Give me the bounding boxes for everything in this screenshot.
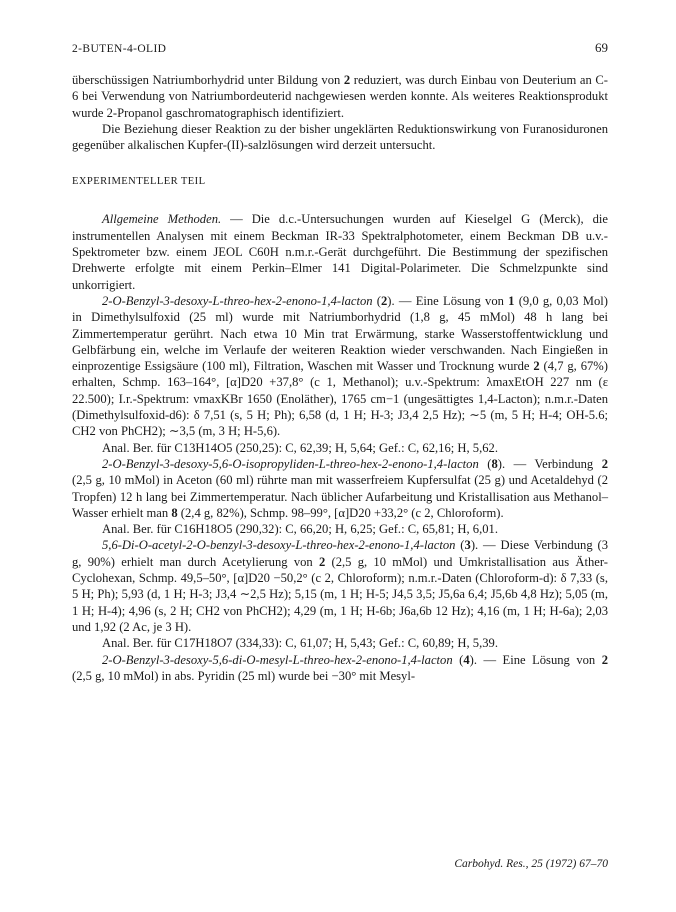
compound-2-ref-c: 2 xyxy=(318,554,326,569)
compound-2-name: 2-O-Benzyl-3-desoxy-L-threo-hex-2-enono-1,4-lacton xyxy=(102,293,373,308)
compound-2-text-a: . — Eine Lösung von xyxy=(391,293,509,308)
compound-2-paragraph: 2-O-Benzyl-3-desoxy-L-threo-hex-2-enono-1,4-lacton (2). — Eine Lösung von 1 (9,0 g, 0,03 Mol) in Dimethylsulfoxid (25 ml) wurde mit Natriumborhydrid (1,8 g, 45 mMol) 48 h lang bei Zimmertemperatur gerührt. Nach etwa 10 Min trat Erwärmung, starke Wasserstoffentwicklung und Gelbfärbung ein, welche im Verlaufe der weiteren Reaktion wieder verschwanden. Nach Eingießen in einprozentige Essigsäure (100 ml), Filtration, Waschen mit Wasser und Trocknung wurde 2 (4,7 g, 67%) erhalten, Schmp. 163–164°, [α]D20 +37,8° (c 1, Methanol); u.v.-Spektrum: λmaxEtOH 227 nm (ε 22.500); I.r.-Spektrum: νmaxKBr 1650 (Enoläther), 1765 cm−1 (ungesättigtes 1,4-Lacton); n.m.r.-Daten (Dimethylsulfoxid-d6): δ 7,51 (s, 5 H; Ph); 6,58 (d, 1 H; H-3; J3,4 2,5 Hz); ∼5 (m, 5 H; H-4; OH-5.6; CH2 von PhCH2); ∼3,5 (m, 3 H; H-5,6). xyxy=(72,293,608,439)
compound-8-name: 2-O-Benzyl-3-desoxy-5,6-O-isopropyliden-L-threo-hex-2-enono-1,4-lacton xyxy=(102,456,479,471)
journal-citation-footer: Carbohyd. Res., 25 (1972) 67–70 xyxy=(454,858,608,870)
compound-2-ref: 2 xyxy=(533,359,540,374)
compound-8-number: 8 xyxy=(491,456,498,471)
running-title: 2-BUTEN-4-OLID xyxy=(72,43,167,55)
general-methods-text: — Die d.c.-Untersuchungen wurden auf Kieselgel G (Merck), die instrumentellen Analysen mit einem Beckman IR-33 Spektralphotometer, einem Beckman DB u.v.-Spektrometer bzw. einem JEOL C60H n.m.r.-Gerät durchgeführt. Die Bestimmung der spezifischen Drehwerte erfolgte mit einem Perkin–Elmer 141 Digital-Polarimeter. Die Schmelzpunkte sind unkorrigiert. xyxy=(72,212,608,292)
compound-4-text-a: . — Eine Lösung von xyxy=(473,652,602,667)
compound-4-name: 2-O-Benzyl-3-desoxy-5,6-di-O-mesyl-L-threo-hex-2-enono-1,4-lacton xyxy=(102,652,453,667)
general-methods-paragraph xyxy=(72,211,608,292)
compound-2-number: 2 xyxy=(380,293,388,308)
compound-8-text-a: . — Verbindung xyxy=(501,456,602,471)
compound-3-paragraph: 5,6-Di-O-acetyl-2-O-benzyl-3-desoxy-L-threo-hex-2-enono-1,4-lacton (3). — Diese Verbindung (3 g, 90%) erhielt man durch Acetylierung von 2 (2,5 g, 10 mMol) und Umkristallisation aus Äther-Cyclohexan, Schmp. 49,5–50°, [α]D20 −50,2° (c 2, Chloroform); n.m.r.-Daten (Chloroform-d): δ 7,33 (s, 5 H; Ph); 5,93 (d, 1 H; H-3; J3,4 ∼2,5 Hz); 5,15 (m, 1 H; H-5; J4,5 3,5; J5,6a 6,4; J5,6b 4,8 Hz); 5,05 (m, 1 H; H-4); 4,96 (s, 2 H; CH2 von PhCH2); 4,29 (m, 1 H; H-6b; J6a,6b 12 Hz); 4,16 (m, 1 H; H-6a); 2,03 und 1,92 (2 Ac, je 3 H). xyxy=(72,538,609,634)
compound-8-paragraph: 2-O-Benzyl-3-desoxy-5,6-O-isopropyliden-L-threo-hex-2-enono-1,4-lacton (8). — Verbindung 2 (2,5 g, 10 mMol) in Aceton (60 ml) rührte man mit wasserfreiem Kupfersulfat (25 g) und Acetaldehyd (2 Tropfen) 12 h lang bei Zimmertemperatur. Nach üblicher Aufarbeitung und Kristallisation aus Methanol–Wasser erhielt man 8 (2,4 g, 82%), Schmp. 98–99°, [α]D20 +33,2° (c 2, Chloroform). xyxy=(72,456,608,520)
intro-paragraph-1 xyxy=(72,72,608,121)
compound-8-text-c: (2,4 g, 82%), Schmp. 98–99°, [α]D20 +33,2° (c 2, Chloroform). xyxy=(177,505,504,520)
general-methods-heading: Allgemeine Methoden. xyxy=(102,212,222,227)
compound-4-number: 4 xyxy=(463,652,470,667)
compound-2-text-b: (9,0 g, 0,03 Mol) in Dimethylsulfoxid (25 ml) wurde mit Natriumborhydrid (1,8 g, 45 mMol) 48 h lang bei Zimmertemperatur gerührt. Nach etwa 10 Min trat Erwärmung, starke Wasserstoffentwicklung und Gelbfärbung ein, welche im Verlaufe der weiteren Reaktion wieder verschwanden. Nach Eingießen in einprozentige Essigsäure (100 ml), Filtration, Waschen mit Wasser und Trocknung wurde xyxy=(72,293,608,374)
compound-2-analysis: Anal. Ber. für C13H14O5 (250,25): C, 62,39; H, 5,64; Gef.: C, 62,16; H, 5,62. xyxy=(102,440,498,455)
compound-3-analysis: Anal. Ber. für C17H18O7 (334,33): C, 61,07; H, 5,43; Gef.: C, 60,89; H, 5,39. xyxy=(102,636,498,651)
compound-4-paragraph: 2-O-Benzyl-3-desoxy-5,6-di-O-mesyl-L-threo-hex-2-enono-1,4-lacton (4). — Eine Lösung von 2 (2,5 g, 10 mMol) in abs. Pyridin (25 ml) wurde bei −30° mit Mesyl- xyxy=(72,652,608,683)
compound-ref-2: 2 xyxy=(343,73,351,87)
intro-text-1a: überschüssigen Natriumborhydrid unter Bildung von xyxy=(72,73,344,87)
compound-3-text-b: (2,5 g, 10 mMol) und Umkristallisation aus Äther-Cyclohexan, Schmp. 49,5–50°, [α]D20 −50,2° (c 2, Chloroform); n.m.r.-Daten (Chloroform-d): δ 7,33 (s, 5 H; Ph); 5,93 (d, 1 H; H-3; J3,4 ∼2,5 Hz); 5,15 (m, 1 H; H-5; J4,5 3,5; J5,6a 6,4; J5,6b 4,8 Hz); 5,05 (m, 1 H; H-4); 4,96 (s, 2 H; CH2 von PhCH2); 4,29 (m, 1 H; H-6b; J6a,6b 12 Hz); 4,16 (m, 1 H; H-6a); 2,03 und 1,92 (2 Ac, je 3 H). xyxy=(72,554,608,634)
compound-8-ref: 8 xyxy=(171,505,178,520)
page-number: 69 xyxy=(595,40,608,55)
compound-1-ref: 1 xyxy=(508,293,515,308)
compound-4-text-b: (2,5 g, 10 mMol) in abs. Pyridin (25 ml) wurde bei −30° mit Mesyl- xyxy=(72,668,416,683)
compound-3-number: 3 xyxy=(464,538,471,553)
compound-2-ref-b: 2 xyxy=(601,456,608,471)
compound-3-text-a: . — Diese Verbindung (3 g, 90%) erhielt man durch Acetylierung von xyxy=(72,538,609,569)
compound-8-text-b: (2,5 g, 10 mMol) in Aceton (60 ml) rührte man mit wasserfreiem Kupfersulfat (25 g) und Acetaldehyd (2 Tropfen) 12 h lang bei Zimmertemperatur. Nach üblicher Aufarbeitung und Kristallisation aus Methanol–Wasser erhielt man xyxy=(72,473,608,520)
section-heading: EXPERIMENTELLER TEIL xyxy=(72,176,206,188)
compound-2-text-c: (4,7 g, 67%) erhalten, Schmp. 163–164°, [α]D20 +37,8° (c 1, Methanol); u.v.-Spektrum: λmaxEtOH 227 nm (ε 22.500); I.r.-Spektrum: νmaxKBr 1650 (Enoläther), 1765 cm−1 (ungesättigtes 1,4-Lacton); n.m.r.-Daten (Dimethylsulfoxid-d6): δ 7,51 (s, 5 H; Ph); 6,58 (d, 1 H; H-3; J3,4 2,5 Hz); ∼5 (m, 5 H; H-4; OH-5.6; CH2 von PhCH2); ∼3,5 (m, 3 H; H-5,6). xyxy=(72,359,608,439)
intro-paragraph-2: Die Beziehung dieser Reaktion zu der bisher ungeklärten Reduktionswirkung von Furanosiduronen gegenüber alkalischen Kupfer-(II)-salzlösungen wird derzeit untersucht. xyxy=(72,121,608,153)
intro-text-1b: reduziert, was durch Einbau von Deuterium an C-6 bei Verwendung von Natriumbordeuterid nachgewiesen werden konnte. Als weiteres Reaktionsprodukt wurde 2-Propanol gaschromatographisch identifiziert. xyxy=(72,73,608,120)
running-header xyxy=(72,40,608,62)
journal-page xyxy=(72,40,608,684)
compound-8-analysis: Anal. Ber. für C16H18O5 (290,32): C, 66,20; H, 6,25; Gef.: C, 65,81; H, 6,01. xyxy=(102,522,498,537)
compound-2-ref-d: 2 xyxy=(601,652,608,667)
compound-3-name: 5,6-Di-O-acetyl-2-O-benzyl-3-desoxy-L-threo-hex-2-enono-1,4-lacton xyxy=(102,538,456,553)
